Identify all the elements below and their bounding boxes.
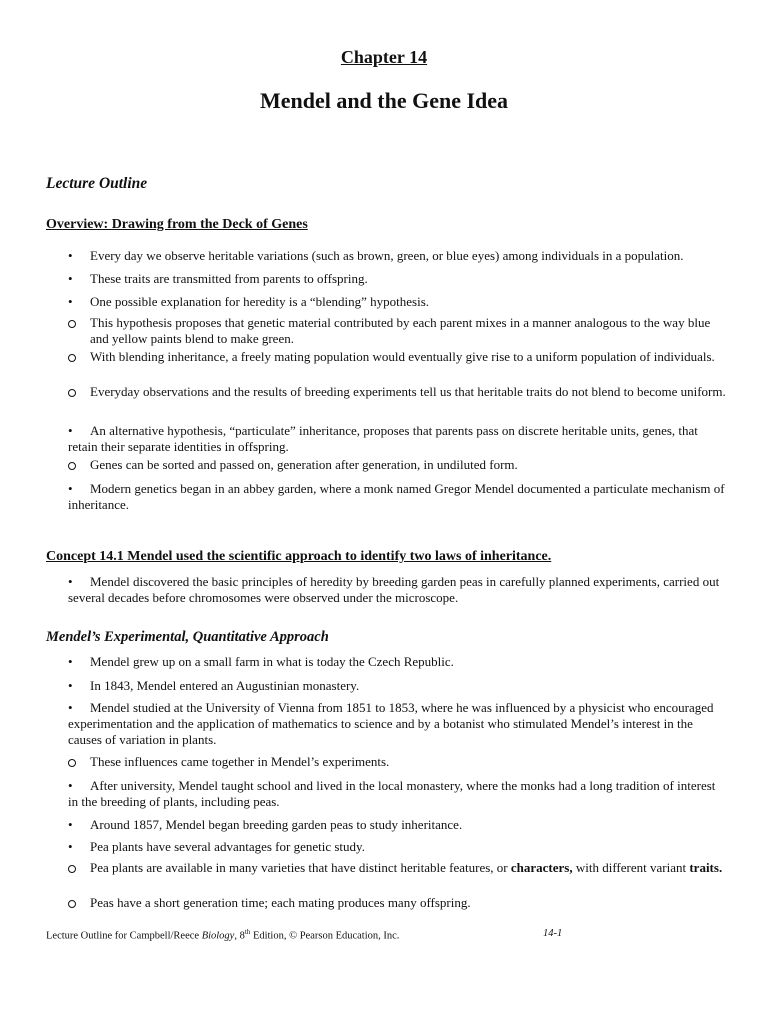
list-item: • Modern genetics began in an abbey garden, where a monk named Gregor Mendel documented a particulate mechanism of inheritance. (68, 481, 725, 512)
list-item: • After university, Mendel taught school and lived in the local monastery, where the monks had a long tradition of interest in the breeding of plants, including peas. (68, 778, 716, 809)
chapter-label: Chapter 14 (340, 47, 428, 67)
sub-list-item: With blending inheritance, a freely mating population would eventually give rise to a uniform population of individuals. (68, 349, 728, 365)
list-item: • An alternative hypothesis, “particulate” inheritance, proposes that parents pass on discrete heritable units, genes, that retain their separate identities in offspring. (68, 423, 698, 454)
page-number: 14-1 (543, 928, 563, 939)
sub-list-item: Genes can be sorted and passed on, generation after generation, in undiluted form. (68, 457, 728, 473)
list-item: • Around 1857, Mendel began breeding garden peas to study inheritance. (68, 817, 463, 832)
list-item: • Mendel discovered the basic principles of heredity by breeding garden peas in carefully planned experiments, carried out several decades before chromosomes were observed under the microscope. (68, 574, 720, 605)
sub-list-item: Pea plants are available in many varieties that have distinct heritable features, or characters, with different variant traits. (68, 860, 728, 876)
approach-heading: Mendel’s Experimental, Quantitative Approach (46, 629, 329, 645)
list-item: • Mendel grew up on a small farm in what is today the Czech Republic. (68, 654, 454, 669)
lecture-outline-heading: Lecture Outline (46, 175, 148, 192)
overview-heading: Overview: Drawing from the Deck of Genes (46, 217, 308, 232)
list-item: • Pea plants have several advantages for genetic study. (68, 839, 365, 854)
sub-list-item: This hypothesis proposes that genetic material contributed by each parent mixes in a manner analogous to the way blue and yellow paints blend to make green. (68, 315, 728, 347)
page-title: Mendel and the Gene Idea (259, 88, 509, 113)
list-item: • One possible explanation for heredity is a “blending” hypothesis. (68, 294, 430, 309)
list-item: • Mendel studied at the University of Vienna from 1851 to 1853, where he was influenced by a physicist who encouraged experimentation and the application of mathematics to science and by a botanist who stimulated Mendel’s interest in the causes of variation in plants. (68, 700, 714, 747)
list-item: • These traits are transmitted from parents to offspring. (68, 271, 368, 286)
list-item: • Every day we observe heritable variations (such as brown, green, or blue eyes) among individuals in a population. (68, 248, 684, 263)
concept-heading: Concept 14.1 Mendel used the scientific approach to identify two laws of inheritance. (46, 549, 552, 564)
sub-list-item: These influences came together in Mendel’s experiments. (68, 754, 728, 770)
sub-list-item: Peas have a short generation time; each mating produces many offspring. (68, 895, 728, 911)
list-item: • In 1843, Mendel entered an Augustinian monastery. (68, 678, 360, 693)
page-footer: Lecture Outline for Campbell/Reece Biology, 8th Edition, © Pearson Education, Inc. (46, 928, 400, 942)
sub-list-item: Everyday observations and the results of breeding experiments tell us that heritable traits do not blend to become uniform. (68, 384, 728, 400)
